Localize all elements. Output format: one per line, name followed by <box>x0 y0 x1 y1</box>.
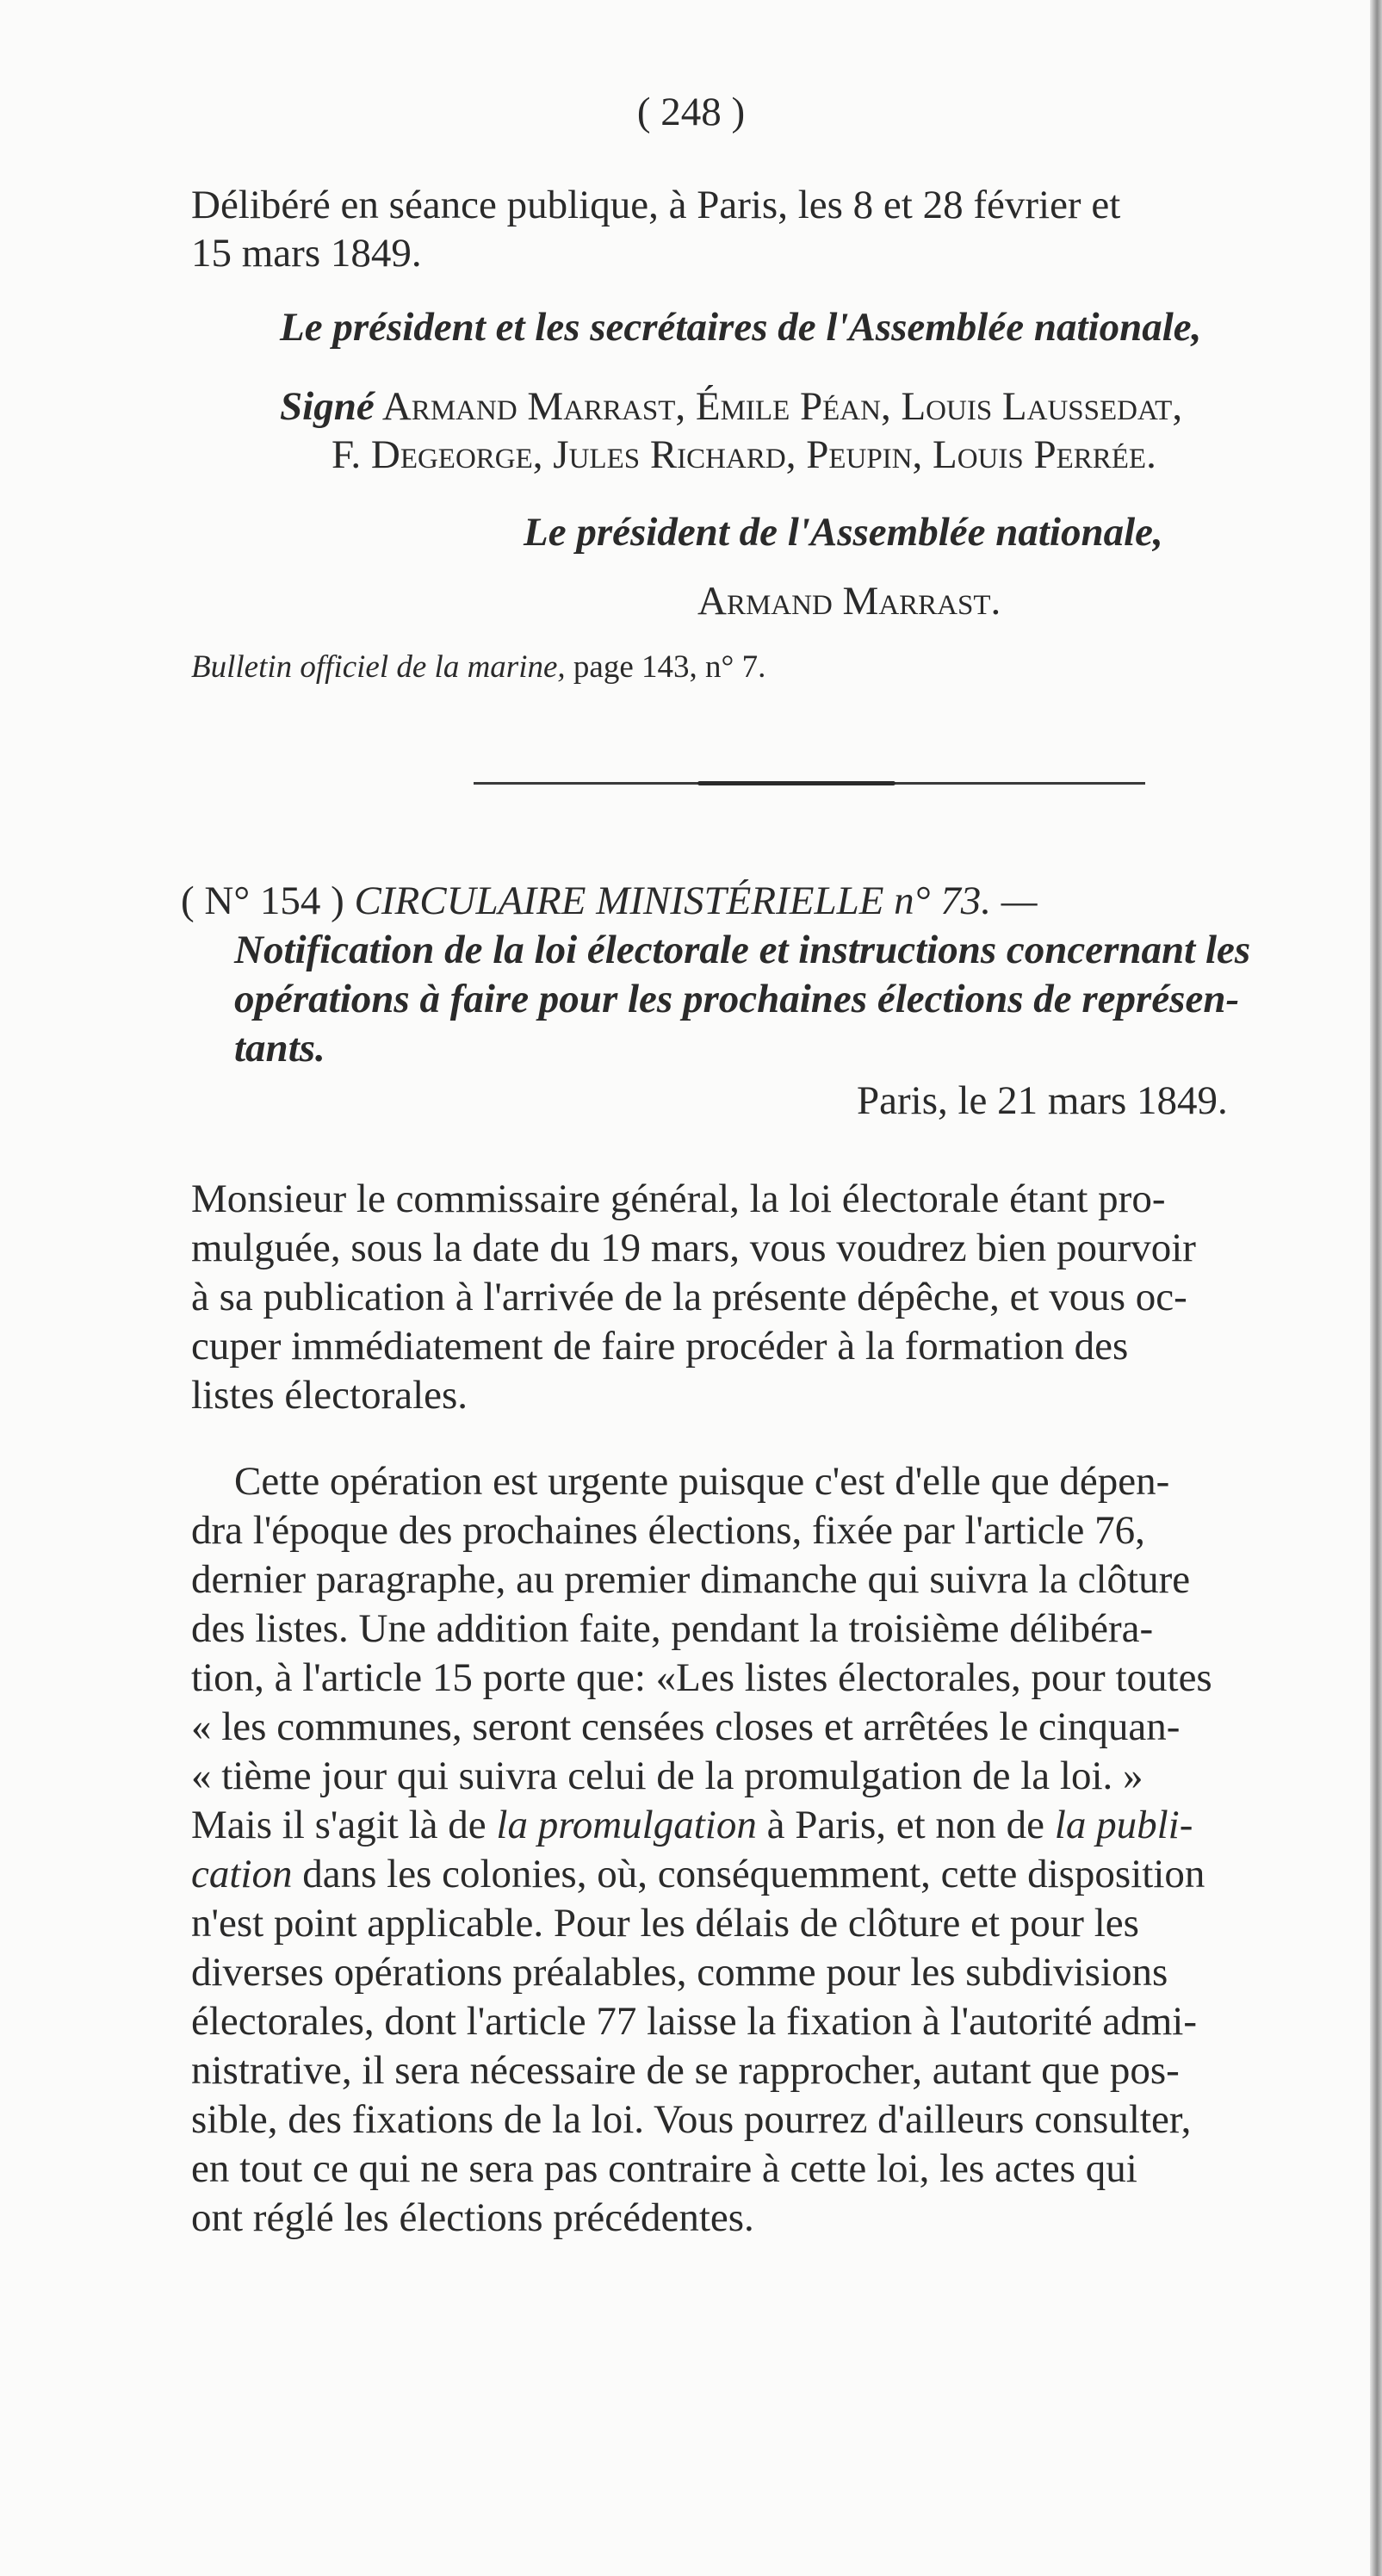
body-line: Cette opération est urgente puisque c'est d'elle que dépen- <box>234 1459 1170 1504</box>
body-line: listes électorales. <box>191 1373 468 1418</box>
emphasis-publication: la publi- <box>1054 1803 1193 1847</box>
emphasis-cation: cation <box>191 1852 293 1896</box>
body-line: tion, à l'article 15 porte que: «Les listes électorales, pour toutes <box>191 1655 1212 1700</box>
body-line: ont réglé les élections précédentes. <box>191 2195 754 2240</box>
signatures-names-1: Armand Marrast, Émile Péan, Louis Laussedat, <box>374 384 1183 429</box>
text-run: Mais il s'agit là de <box>191 1803 497 1847</box>
body-line: des listes. Une addition faite, pendant la troisième délibéra- <box>191 1606 1154 1651</box>
circular-heading <box>181 877 1378 925</box>
text-run: dans les colonies, où, conséquemment, cette disposition <box>292 1852 1205 1896</box>
body-line: « tième jour qui suivra celui de la promulgation de la loi. » <box>191 1754 1143 1798</box>
body-line: diverses opérations préalables, comme pour les subdivisions <box>191 1950 1168 1995</box>
body-line-mixed <box>191 1801 1379 1849</box>
secretaries-heading: Le président et les secrétaires de l'Assemblée nationale, <box>280 305 1202 350</box>
circular-subtitle-3: tants. <box>234 1026 325 1071</box>
section-separator <box>474 782 1145 785</box>
bulletin-title: Bulletin officiel de la marine, <box>191 649 566 685</box>
signatures-line-1 <box>280 382 1373 431</box>
body-line: cuper immédiatement de faire procéder à la formation des <box>191 1324 1129 1369</box>
circular-date: Paris, le 21 mars 1849. <box>857 1078 1228 1123</box>
bulletin-reference <box>191 648 1371 687</box>
circular-number: ( N° 154 ) <box>181 878 344 923</box>
body-line: dra l'époque des prochaines élections, fixée par l'article 76, <box>191 1508 1145 1553</box>
deliberation-line-1: Délibéré en séance publique, à Paris, les 8 et 28 février et <box>191 183 1121 227</box>
deliberation-line-2: 15 mars 1849. <box>191 231 422 276</box>
signe-label: Signé <box>280 384 375 429</box>
president-name: Armand Marrast. <box>697 579 1001 624</box>
circular-title: CIRCULAIRE MINISTÉRIELLE n° 73. — <box>344 878 1038 923</box>
body-line: sible, des fixations de la loi. Vous pourrez d'ailleurs consulter, <box>191 2097 1192 2142</box>
body-line-mixed <box>191 1850 1379 1898</box>
circular-subtitle-1: Notification de la loi électorale et instructions concernant les <box>234 928 1251 972</box>
bulletin-page: page 143, n° 7. <box>565 649 766 685</box>
body-line: électorales, dont l'article 77 laisse la fixation à l'autorité admi- <box>191 1999 1198 2044</box>
body-line: « les communes, seront censées closes et arrêtées le cinquan- <box>191 1704 1181 1749</box>
body-line: en tout ce qui ne sera pas contraire à cette loi, les actes qui <box>191 2146 1137 2191</box>
body-line: nistrative, il sera nécessaire de se rapprocher, autant que pos- <box>191 2048 1180 2093</box>
emphasis-promulgation: la promulgation <box>496 1803 757 1847</box>
body-line: n'est point applicable. Pour les délais de clôture et pour les <box>191 1901 1139 1946</box>
text-run: à Paris, et non de <box>756 1803 1055 1847</box>
body-line: Monsieur le commissaire général, la loi électorale étant pro- <box>191 1176 1166 1221</box>
signatures-line-2: F. Degeorge, Jules Richard, Peupin, Louis Perrée. <box>332 432 1156 477</box>
body-line: à sa publication à l'arrivée de la présente dépêche, et vous oc- <box>191 1275 1187 1319</box>
circular-subtitle-2: opérations à faire pour les prochaines élections de représen- <box>234 977 1240 1021</box>
body-line: mulguée, sous la date du 19 mars, vous voudrez bien pourvoir <box>191 1226 1196 1270</box>
president-heading: Le président de l'Assemblée nationale, <box>524 510 1163 555</box>
body-line: dernier paragraphe, au premier dimanche qui suivra la clôture <box>191 1557 1191 1602</box>
page-number: ( 248 ) <box>636 90 746 134</box>
